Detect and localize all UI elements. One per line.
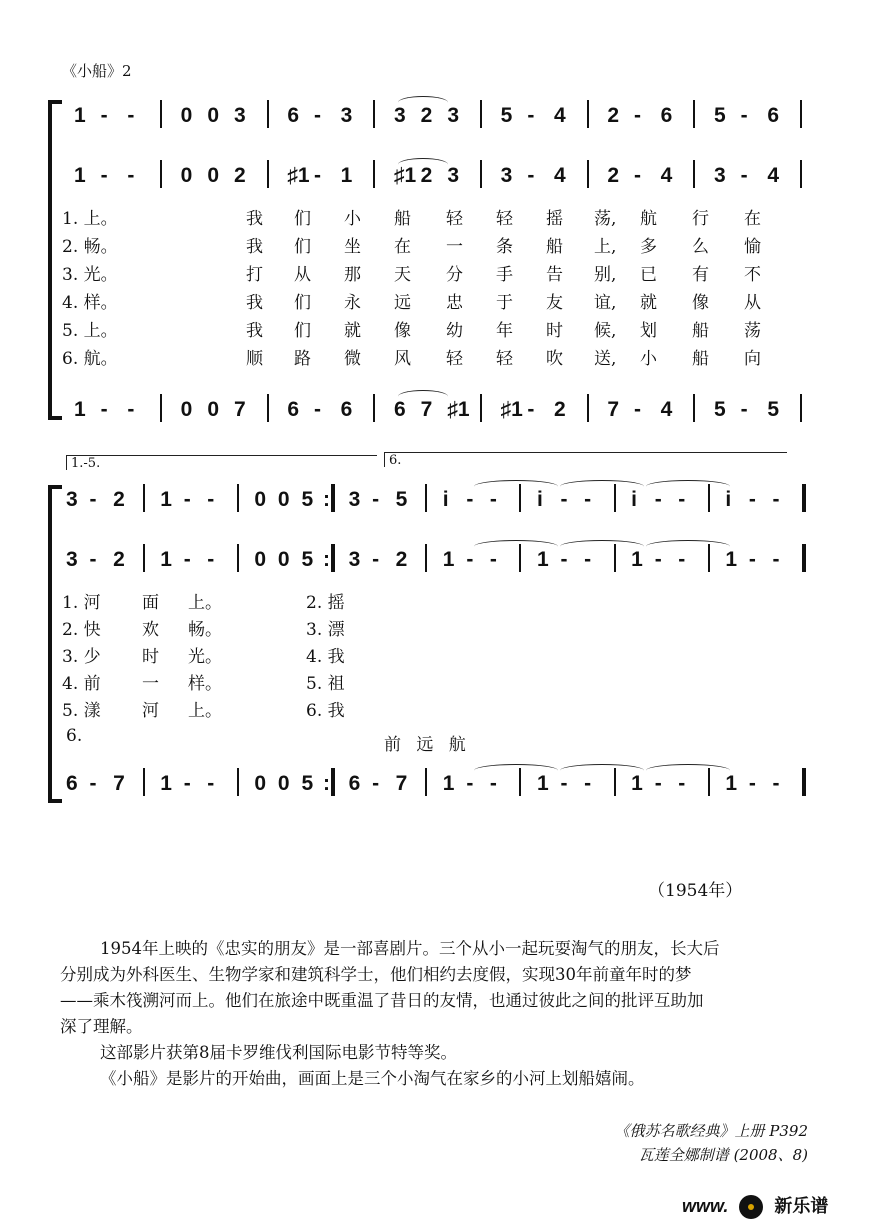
watermark-logo — [682, 1192, 828, 1219]
lyric-word: 坐 — [344, 237, 361, 257]
tie — [398, 390, 448, 403]
note: 1 — [340, 164, 353, 187]
note: 5 — [767, 398, 780, 421]
note: 0 — [254, 488, 267, 511]
tie — [560, 764, 644, 777]
note: 1 — [631, 772, 643, 795]
note: 3 — [234, 104, 246, 127]
note: 2 — [395, 548, 408, 571]
lyric-word: 船 — [692, 349, 709, 369]
lyric-line-6-end: 前 远 航 — [384, 735, 466, 755]
lyric-word: 手 — [496, 265, 513, 285]
lyric-word: 面 — [142, 593, 159, 613]
tie — [474, 764, 558, 777]
lyric-word: 航 — [640, 209, 657, 229]
note: - — [314, 398, 321, 421]
lyric-word: 小 — [344, 209, 361, 229]
note: 5 — [714, 398, 726, 421]
lyric-word: 别, — [594, 265, 617, 285]
note: 1 — [725, 548, 738, 571]
bar-line — [267, 100, 269, 128]
note: - — [100, 104, 108, 127]
lyric-word: 像 — [692, 293, 709, 313]
bar-line — [331, 484, 335, 512]
bar-line — [800, 394, 802, 422]
note: - — [740, 398, 748, 421]
tie — [646, 764, 730, 777]
lyric-word: 荡 — [744, 321, 761, 341]
note: 3 — [348, 548, 361, 571]
bar-line — [802, 544, 806, 572]
lyric-word: 船 — [394, 209, 411, 229]
note: i — [536, 488, 543, 511]
note: 1 — [160, 548, 172, 571]
lyric-word: 于 — [496, 293, 513, 313]
note: 3 — [714, 164, 726, 187]
bar-line — [802, 484, 806, 512]
note: 0 — [180, 164, 193, 187]
note: 1 — [160, 772, 172, 795]
lyric-word: 时 — [142, 647, 159, 667]
lyric-word: 吹 — [546, 349, 563, 369]
bar-line — [693, 160, 695, 188]
lyric-word: 4. 前 — [62, 674, 101, 694]
note: 6 — [394, 398, 406, 421]
note: - — [489, 488, 497, 511]
lyric-word: 轻 — [496, 349, 513, 369]
lyric-word: 2. 畅。 — [62, 237, 118, 257]
paragraph-line: 深了理解。 — [60, 1017, 143, 1036]
note: 4 — [660, 164, 673, 187]
note: - — [527, 164, 535, 187]
note: - — [100, 164, 108, 187]
paragraph-line: 《小船》是影片的开始曲，画面上是三个小淘气在家乡的小河上划船嬉闹。 — [100, 1069, 645, 1088]
lyric-word: 幼 — [446, 321, 463, 341]
watermark-prefix: www. — [682, 1196, 729, 1216]
bar-line — [480, 100, 482, 128]
note: 1 — [74, 164, 86, 187]
note: - — [183, 548, 191, 571]
note: 6 — [660, 104, 673, 127]
note: - — [772, 772, 780, 795]
bar-line — [331, 544, 335, 572]
bar-line — [237, 768, 239, 796]
note: - — [560, 772, 568, 795]
lyric-word: 候, — [594, 321, 617, 341]
bar-line — [693, 394, 695, 422]
lyric-word: 摇 — [546, 209, 563, 229]
lyric-word: 3. 少 — [62, 647, 101, 667]
note: - — [740, 164, 748, 187]
note: 4 — [767, 164, 780, 187]
volta-second: 6. — [384, 452, 787, 467]
note: ♯1 — [394, 164, 417, 187]
lyric-word: 谊, — [594, 293, 617, 313]
note: 7 — [234, 398, 246, 421]
note: 1 — [160, 488, 172, 511]
bar-line — [160, 100, 162, 128]
note: - — [489, 772, 497, 795]
lyric-word: 轻 — [496, 209, 513, 229]
lyric-word: 光。 — [188, 647, 222, 667]
bar-line — [800, 160, 802, 188]
note: - — [748, 488, 756, 511]
note: 3 — [394, 104, 406, 127]
note: 4 — [554, 104, 566, 127]
year-label: （1954年） — [648, 881, 743, 901]
tie — [398, 96, 448, 109]
lyric-word: 么 — [692, 237, 709, 257]
lyric-word: 河 — [142, 701, 159, 721]
note: 5 — [301, 772, 314, 795]
note: 0 — [277, 548, 290, 571]
lyric-word: 永 — [344, 293, 361, 313]
tie — [646, 480, 730, 493]
lyric-word: 上, — [594, 237, 617, 257]
lyric-word: 风 — [394, 349, 411, 369]
note: 2 — [420, 164, 433, 187]
note: 1 — [631, 548, 643, 571]
note: - — [207, 772, 215, 795]
paragraph-line: ——乘木筏溯河而上。他们在旅途中既重温了昔日的友情，也通过彼此之间的批评互助加 — [60, 991, 704, 1010]
note: 1 — [442, 772, 455, 795]
note: - — [183, 488, 191, 511]
note: 2 — [607, 164, 620, 187]
bar-line — [425, 768, 427, 796]
lyric-word: 条 — [496, 237, 513, 257]
record-disk-icon — [739, 1195, 763, 1219]
note: - — [748, 548, 756, 571]
note: - — [654, 488, 662, 511]
note: 0 — [277, 488, 290, 511]
lyric-word: 不 — [744, 265, 761, 285]
lyric-word: 们 — [294, 209, 311, 229]
lyric-word: 2. 快 — [62, 620, 101, 640]
note: - — [127, 398, 135, 421]
lyric-word: 有 — [692, 265, 709, 285]
note: - — [466, 548, 474, 571]
bar-line — [587, 160, 589, 188]
lyric-word: 上。 — [188, 701, 222, 721]
note: 6 — [340, 398, 353, 421]
note: - — [207, 488, 215, 511]
note: 4 — [554, 164, 566, 187]
note: - — [654, 772, 662, 795]
lyric-word: 微 — [344, 349, 361, 369]
note: - — [740, 104, 748, 127]
note: 3 — [66, 488, 78, 511]
tie — [474, 540, 558, 553]
note: 7 — [113, 772, 125, 795]
note: - — [372, 772, 380, 795]
lyric-word: 2. 摇 — [306, 593, 345, 613]
note: 0 — [207, 164, 220, 187]
note: 6 — [767, 104, 780, 127]
note: 5 — [500, 104, 513, 127]
bar-line — [160, 394, 162, 422]
lyric-word: 5. 漾 — [62, 701, 101, 721]
lyric-word: 划 — [640, 321, 657, 341]
note: 1 — [74, 398, 86, 421]
lyric-word: 送, — [594, 349, 617, 369]
note: - — [127, 164, 135, 187]
lyric-word: 多 — [640, 237, 657, 257]
note: - — [560, 488, 568, 511]
bar-line — [587, 394, 589, 422]
bar-line — [373, 100, 375, 128]
lyric-word: 忠 — [446, 293, 463, 313]
note: ♯1 — [447, 398, 470, 421]
note: - — [89, 548, 97, 571]
lyric-word: 愉 — [744, 237, 761, 257]
bar-line — [267, 394, 269, 422]
note: 5 — [395, 488, 408, 511]
note: 0 — [254, 772, 267, 795]
note: - — [372, 488, 380, 511]
note: 6 — [66, 772, 78, 795]
note: 1 — [536, 772, 549, 795]
source-book: 《俄苏名歌经典》上册 P392 — [614, 1122, 808, 1140]
bar-line — [425, 484, 427, 512]
tie — [398, 158, 448, 171]
note: ♯1 — [287, 164, 310, 187]
note: 0 — [180, 398, 193, 421]
note: - — [634, 104, 641, 127]
bar-line — [802, 768, 806, 796]
note: - — [527, 104, 535, 127]
note: - — [127, 104, 135, 127]
lyric-word: 顺 — [246, 349, 263, 369]
lyric-word: 畅。 — [188, 620, 222, 640]
lyric-word: 已 — [640, 265, 657, 285]
tie — [646, 540, 730, 553]
lyric-word: 6. 我 — [306, 701, 345, 721]
note: - — [584, 772, 592, 795]
note: - — [748, 772, 756, 795]
note: 0 — [207, 398, 220, 421]
page-header: 《小船》2 — [62, 62, 132, 80]
note: - — [183, 772, 191, 795]
volta-first: 1.-5. — [66, 455, 377, 470]
lyric-word: 就 — [640, 293, 657, 313]
note: 0 — [254, 548, 267, 571]
note: - — [314, 104, 321, 127]
paragraph-line: 分别成为外科医生、生物学家和建筑科学士，他们相约去度假，实现30年前童年时的梦 — [60, 965, 692, 984]
note: - — [560, 548, 568, 571]
lyric-word: 欢 — [142, 620, 159, 640]
note: - — [772, 488, 780, 511]
note: 1 — [536, 548, 549, 571]
system1-brace — [48, 100, 52, 420]
repeat-dots: : — [323, 772, 331, 795]
note: - — [772, 548, 780, 571]
note: ♯1 — [500, 398, 523, 421]
lyric-word: 在 — [394, 237, 411, 257]
note: i — [725, 488, 732, 511]
note: - — [584, 548, 592, 571]
lyric-word: 向 — [744, 349, 761, 369]
lyric-word: 上。 — [188, 593, 222, 613]
note: 4 — [660, 398, 673, 421]
lyric-word: 从 — [744, 293, 761, 313]
lyric-word: 船 — [546, 237, 563, 257]
repeat-dots: : — [323, 488, 331, 511]
lyric-word: 就 — [344, 321, 361, 341]
bar-line — [143, 484, 145, 512]
note: 6 — [348, 772, 361, 795]
bar-line — [480, 160, 482, 188]
lyric-word: 路 — [294, 349, 311, 369]
lyric-word: 6. 航。 — [62, 349, 118, 369]
note: 7 — [395, 772, 408, 795]
note: - — [527, 398, 535, 421]
lyric-word: 年 — [496, 321, 513, 341]
note: 3 — [340, 104, 353, 127]
note: - — [584, 488, 592, 511]
lyric-word: 友 — [546, 293, 563, 313]
lyric-word: 像 — [394, 321, 411, 341]
lyric-word: 远 — [394, 293, 411, 313]
lyric-word: 船 — [692, 321, 709, 341]
note: - — [314, 164, 321, 187]
bar-line — [425, 544, 427, 572]
note: 0 — [180, 104, 193, 127]
bar-line — [373, 394, 375, 422]
lyric-word: 我 — [246, 237, 263, 257]
lyric-word: 告 — [546, 265, 563, 285]
lyric-word: 一 — [446, 237, 463, 257]
note: - — [372, 548, 380, 571]
bar-line — [237, 544, 239, 572]
note: - — [89, 488, 97, 511]
source-transcriber: 瓦莲全娜制谱 (2008、8) — [638, 1146, 808, 1164]
paragraph-line: 1954年上映的《忠实的朋友》是一部喜剧片。三个从小一起玩耍淘气的朋友，长大后 — [100, 939, 720, 958]
bar-line — [160, 160, 162, 188]
note: 7 — [420, 398, 433, 421]
note: - — [678, 772, 686, 795]
lyric-word: 荡, — [594, 209, 617, 229]
note: 5 — [301, 548, 314, 571]
note: 0 — [207, 104, 220, 127]
lyric-word: 我 — [246, 209, 263, 229]
note: i — [442, 488, 449, 511]
note: 3 — [447, 104, 460, 127]
bar-line — [267, 160, 269, 188]
tie — [560, 540, 644, 553]
system2-brace — [48, 485, 52, 803]
lyric-word: 我 — [246, 321, 263, 341]
note: - — [654, 548, 662, 571]
note: 5 — [301, 488, 314, 511]
bar-line — [143, 544, 145, 572]
bar-line — [237, 484, 239, 512]
note: 3 — [348, 488, 361, 511]
note: 1 — [74, 104, 86, 127]
lyric-word: 天 — [394, 265, 411, 285]
lyric-word: 打 — [246, 265, 263, 285]
bar-line — [373, 160, 375, 188]
lyric-word: 1. 上。 — [62, 209, 118, 229]
bar-line — [693, 100, 695, 128]
note: 2 — [113, 488, 125, 511]
note: 1 — [442, 548, 455, 571]
note: - — [489, 548, 497, 571]
bar-line — [587, 100, 589, 128]
note: 2 — [113, 548, 125, 571]
lyric-word: 那 — [344, 265, 361, 285]
note: - — [89, 772, 97, 795]
tie — [560, 480, 644, 493]
lyric-word: 轻 — [446, 349, 463, 369]
note: - — [100, 398, 108, 421]
repeat-dots: : — [323, 548, 331, 571]
tie — [474, 480, 558, 493]
note: - — [207, 548, 215, 571]
bar-line — [331, 768, 335, 796]
note: 2 — [420, 104, 433, 127]
lyric-word: 轻 — [446, 209, 463, 229]
note: 1 — [725, 772, 738, 795]
watermark-brand: 新乐谱 — [774, 1196, 829, 1216]
lyric-word: 4. 样。 — [62, 293, 118, 313]
note: 6 — [287, 104, 300, 127]
lyric-word: 3. 光。 — [62, 265, 118, 285]
lyric-word: 5. 祖 — [306, 674, 345, 694]
note: 3 — [447, 164, 460, 187]
note: - — [678, 548, 686, 571]
lyric-word: 我 — [246, 293, 263, 313]
lyric-word: 5. 上。 — [62, 321, 118, 341]
note: 3 — [500, 164, 513, 187]
note: i — [631, 488, 637, 511]
lyric-word: 3. 漂 — [306, 620, 345, 640]
bar-line — [480, 394, 482, 422]
bar-line — [143, 768, 145, 796]
note: - — [634, 164, 641, 187]
note: 3 — [66, 548, 78, 571]
note: 6 — [287, 398, 300, 421]
note: - — [466, 772, 474, 795]
lyric-word: 在 — [744, 209, 761, 229]
lyric-word: 一 — [142, 674, 159, 694]
note: 2 — [554, 398, 566, 421]
note: - — [678, 488, 686, 511]
lyric-word: 4. 我 — [306, 647, 345, 667]
note: 2 — [607, 104, 620, 127]
lyric-word: 样。 — [188, 674, 222, 694]
lyric-word: 们 — [294, 293, 311, 313]
lyric-word: 从 — [294, 265, 311, 285]
note: 0 — [277, 772, 290, 795]
lyric-word: 1. 河 — [62, 593, 101, 613]
paragraph-line: 这部影片获第8届卡罗维伐利国际电影节特等奖。 — [100, 1043, 457, 1062]
lyric-line-6-label: 6. — [66, 726, 83, 746]
lyric-word: 行 — [692, 209, 709, 229]
note: 7 — [607, 398, 620, 421]
lyric-word: 分 — [446, 265, 463, 285]
note: 5 — [714, 104, 726, 127]
lyric-word: 们 — [294, 321, 311, 341]
note: - — [634, 398, 641, 421]
note: 2 — [234, 164, 246, 187]
lyric-word: 小 — [640, 349, 657, 369]
lyric-word: 们 — [294, 237, 311, 257]
lyric-word: 时 — [546, 321, 563, 341]
note: - — [466, 488, 474, 511]
bar-line — [800, 100, 802, 128]
